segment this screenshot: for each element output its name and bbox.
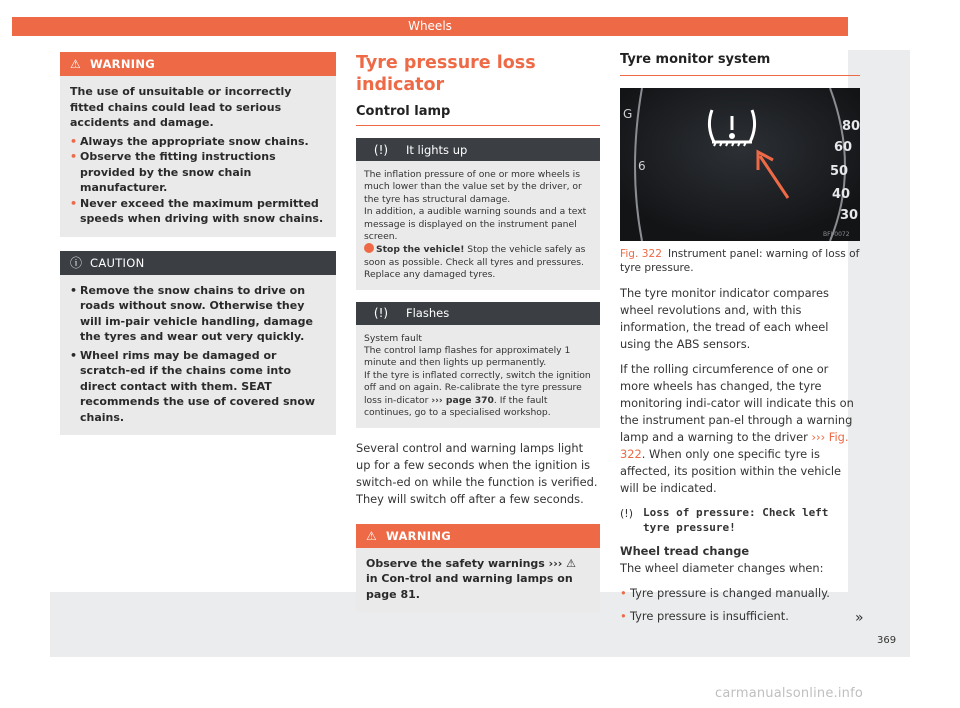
- bullet-icon: •: [70, 283, 78, 297]
- warning-label: WARNING: [386, 528, 451, 543]
- tyre-pressure-icon: (!): [620, 507, 633, 520]
- column-middle: [356, 52, 600, 626]
- tyre-pressure-icon: (!): [373, 142, 389, 157]
- section-title: Tyre pressure loss indicator: [356, 53, 536, 95]
- instrument-panel-figure: [620, 88, 860, 241]
- page-link[interactable]: ››› page 370: [431, 394, 494, 406]
- paragraph: The wheel diameter changes when:: [620, 561, 824, 575]
- lamp-text: If the tyre is inflated correctly, switch the ignition off and on again. Re-calibrate the tyre pressure loss in-dicator ››› page 370. If the fault continues, go to a specialised workshop.: [364, 369, 591, 419]
- panel-background: [620, 88, 860, 241]
- left-gauge-label: 6: [638, 159, 646, 173]
- warning-header: [356, 524, 600, 548]
- bullet-icon: •: [70, 150, 78, 163]
- lamp-lights-up-header: [356, 138, 600, 161]
- lamp-flashes-label: Flashes: [406, 306, 450, 321]
- display-message: Loss of pressure: Check left tyre pressure!: [643, 506, 829, 534]
- stop-icon: [364, 243, 374, 253]
- caution-body: [60, 275, 336, 436]
- right-gauge-label: 60: [834, 140, 853, 155]
- lamp-text: The inflation pressure of one or more wheels is much lower than the value set by the driver, or the tyre has structural damage.: [364, 169, 582, 205]
- figure-number: Fig. 322: [620, 248, 662, 260]
- right-gauge-label: 50: [830, 164, 849, 179]
- figure-code: BFJ-0072: [823, 231, 850, 238]
- caution-box: [60, 251, 336, 436]
- body-text: [620, 285, 860, 625]
- bullet-icon: •: [620, 586, 627, 600]
- lamp-lights-up-label: It lights up: [406, 142, 468, 157]
- column-left: [60, 52, 336, 449]
- caution-label: CAUTION: [90, 255, 145, 270]
- lamp-flashes-body: [356, 325, 600, 428]
- paragraph: The tyre monitor indicator compares wheel revolutions and, with this information, the tread of each wheel using the ABS sensors.: [620, 286, 829, 351]
- page-number: 369: [877, 635, 897, 646]
- warning-triangle-icon: ⚠: [366, 528, 378, 543]
- lamp-text: In addition, a audible warning sounds and a text message is displayed on the instrument panel screen.: [364, 206, 587, 243]
- instrument-panel-illustration: [620, 88, 860, 241]
- left-gauge-label: G: [623, 107, 633, 121]
- caution-header: [60, 251, 336, 275]
- bullet-icon: •: [620, 609, 627, 623]
- paragraph: Several control and warning lamps light up for a few seconds when the ignition is switch-ed on while the function is verified. They will switch off after a few seconds.: [356, 440, 598, 506]
- watermark: carmanualsonline.info: [715, 686, 864, 701]
- list-item: • Remove the snow chains to drive on roads without snow. Otherwise they will im-pair vehicle handling, damage the tyres and wear out very quickly.: [70, 283, 313, 343]
- lamp-flashes-box: [356, 302, 600, 428]
- list-item: • Wheel rims may be damaged or scratch-ed if the chains come into direct contact with them. SEAT recommends the use of covered snow chains.: [70, 348, 316, 424]
- lamp-lights-up-box: [356, 138, 600, 290]
- list-item: • Tyre pressure is insufficient.: [620, 609, 789, 623]
- lamp-text: The control lamp flashes for approximately 1 minute and then lights up permanently.: [364, 345, 571, 369]
- figure-caption-text: Instrument panel: warning of loss of tyre pressure.: [620, 248, 860, 274]
- bullet-icon: •: [70, 196, 78, 210]
- paragraph: If the rolling circumference of one or more wheels has changed, the tyre monitoring indi-cator will indicate this on the instrument pan-el through a warning lamp and a warning to the driver ››› Fig. 322. When only one specific tyre is affected, its position within the vehicle will be indicated.: [620, 362, 854, 495]
- section-subtitle: Control lamp: [356, 104, 600, 126]
- stop-label: Stop the vehicle!: [376, 244, 465, 256]
- warning-intro: The use of unsuitable or incorrectly fitted chains could lead to serious accidents and damage.: [70, 85, 292, 129]
- lamp-text: System fault: [364, 332, 423, 344]
- right-gauge-label: 80: [842, 119, 860, 134]
- warning-triangle-icon: ⚠: [70, 57, 82, 71]
- section-title: Tyre monitor system: [620, 52, 860, 76]
- subheading: Wheel tread change: [620, 544, 750, 558]
- warning-box-2: [356, 524, 600, 613]
- column-right: [620, 52, 860, 625]
- stop-line: [364, 243, 592, 281]
- right-gauge-label: 30: [840, 208, 859, 223]
- warning-body: [60, 76, 336, 237]
- message-line: [620, 505, 860, 535]
- bullet-icon: •: [70, 134, 78, 148]
- list-item: • Tyre pressure is changed manually.: [620, 586, 830, 600]
- warning-body: Observe the safety warnings ››› ⚠ in Con-trol and warning lamps on page 81.: [366, 556, 576, 601]
- right-gauge-label: 40: [832, 187, 851, 202]
- warning-header: [60, 52, 336, 76]
- info-circle-icon: ⓘ: [70, 256, 83, 270]
- tyre-pressure-icon: (!): [373, 306, 389, 321]
- list-item: • Always the appropriate snow chains.: [70, 134, 309, 148]
- continue-marker: »: [855, 610, 864, 626]
- stop-text: Stop the vehicle safely as soon as possible. Check all tyres and pressures. Replace any damaged tyres.: [364, 244, 586, 281]
- warning-label: WARNING: [90, 57, 155, 71]
- list-item: • Never exceed the maximum permitted speeds when driving with snow chains.: [70, 196, 324, 225]
- figure-link[interactable]: ››› Fig. 322: [620, 430, 849, 461]
- bullet-icon: •: [70, 348, 78, 362]
- lamp-lights-up-body: [356, 161, 600, 290]
- lamp-flashes-header: [356, 302, 600, 325]
- figure-caption: [620, 247, 860, 275]
- section-header: Wheels: [12, 17, 848, 36]
- warning-box: [60, 52, 336, 237]
- list-item: • Observe the fitting instructions provided by the snow chain manufacturer.: [70, 150, 276, 194]
